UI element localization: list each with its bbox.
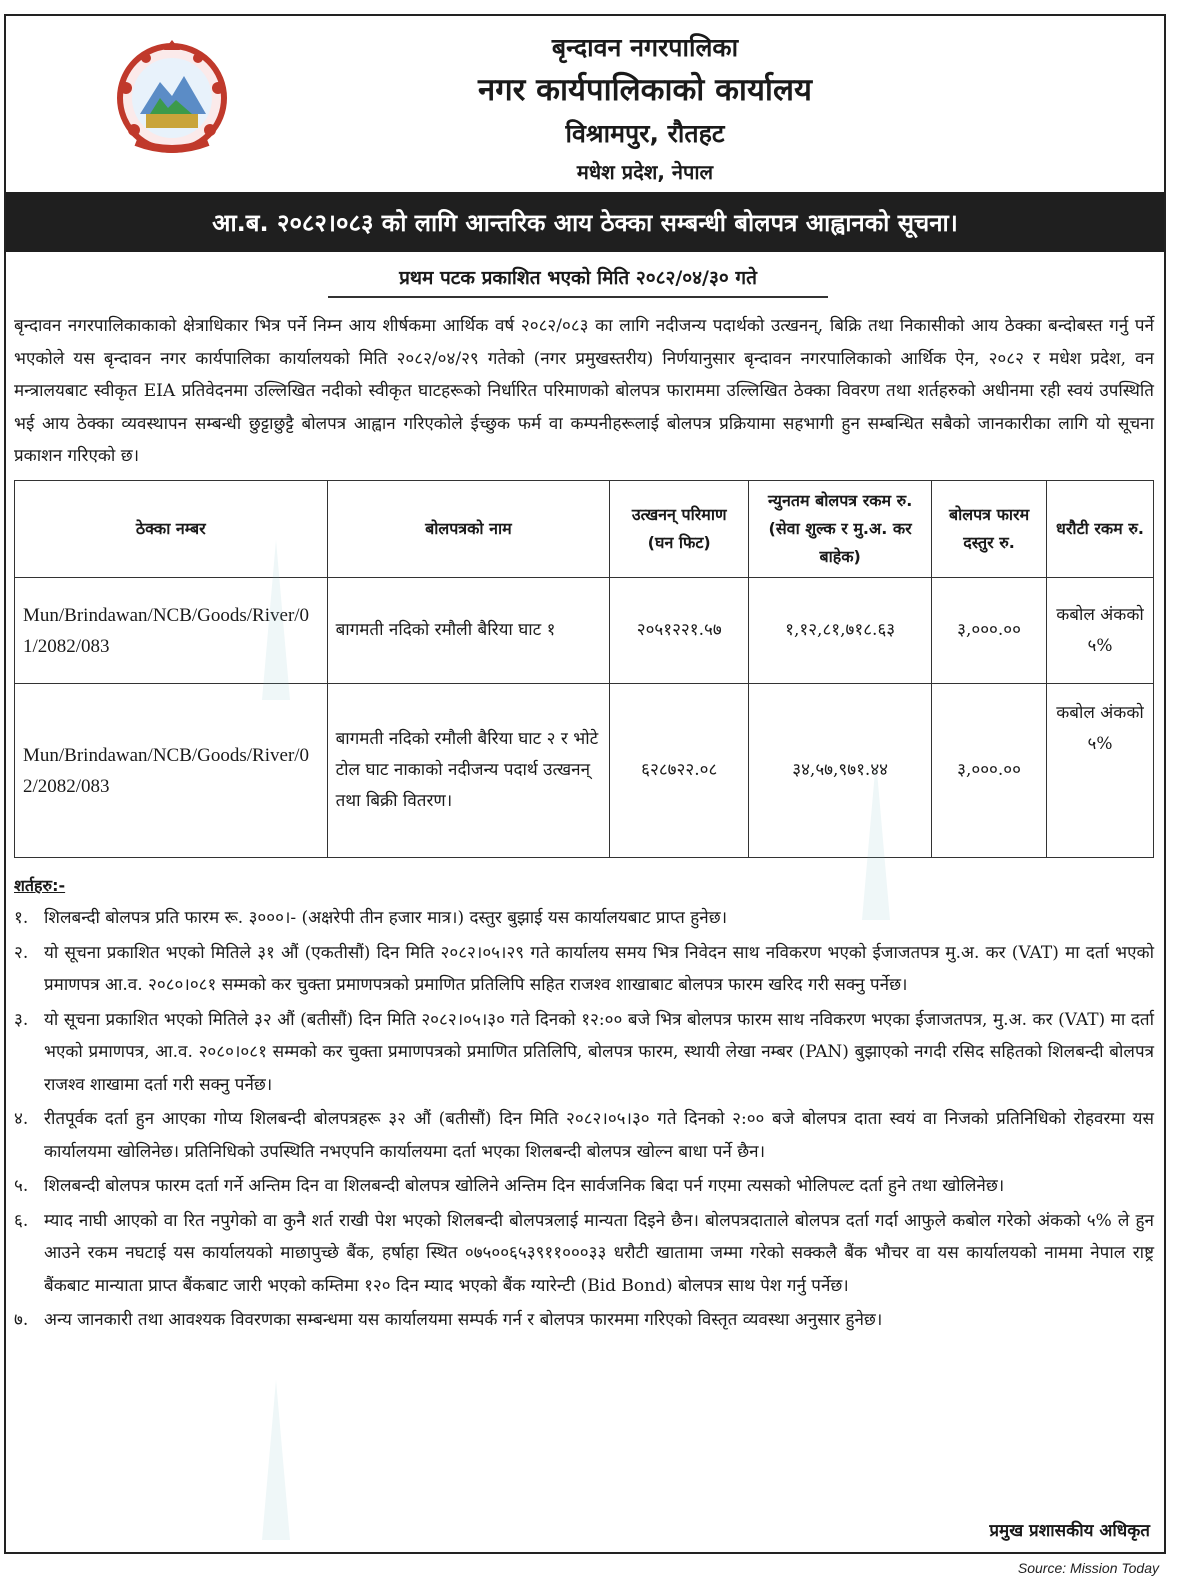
condition-text: रीतपूर्वक दर्ता हुन आएका गोप्य शिलबन्दी बोलपत्रहरू ३२ औं (बतीसौं) दिन मिति २०८२।०५।३० गते दिनको २:०० बजे बोलपत्र दाता स्वयं वा निजको प्रतिनिधिको रोहवरमा यस कार्यालयमा खोलिनेछ। प्रतिनिधिको उपस्थिति नभएपनि कार्यालयमा दर्ता भएका शिलबन्दी बोलपत्र खोल्न बाधा पर्ने छैन। [44,1109,1154,1162]
condition-item [14,1103,1154,1168]
condition-number: ५. [14,1176,29,1196]
table-row [15,578,1154,684]
tender-table [14,480,1154,858]
condition-item [14,1304,1154,1337]
contract-no: Mun/Brindawan/NCB/Goods/River/01/2082/083 [15,578,328,684]
header-tender-name: बोलपत्रको नाम [327,481,610,578]
office-name: नगर कार्यपालिकाको कार्यालय [478,72,812,108]
conditions-section [14,874,1154,1339]
condition-item [14,1004,1154,1102]
notice-title: आ.ब. २०८२।०८३ को लागि आन्तरिक आय ठेक्का सम्बन्धी बोलपत्र आह्वानको सूचना। [6,192,1164,252]
deposit: कबोल अंकको ५% [1047,578,1154,684]
source-credit: Source: Mission Today [1017,1560,1159,1576]
notice-header [6,16,1164,192]
office-address: विश्रामपुर, रौतहट [565,119,725,148]
condition-number: ७. [14,1310,29,1330]
table-header-row [15,481,1154,578]
condition-number: ४. [14,1109,29,1129]
table-row [15,684,1154,858]
condition-number: ३. [14,1009,29,1030]
header-min-amount: न्युनतम बोलपत्र रकम रु. (सेवा शुल्क र मु.अ. कर बाहेक) [749,481,932,578]
condition-text: म्याद नाघी आएको वा रित नपुगेको वा कुनै शर्त राखी पेश भएको शिलबन्दी बोलपत्रलाई मान्यता दिइने छैन। बोलपत्रदाताले बोलपत्र दर्ता गर्दा आफुले कबोल गरेको अंकको ५% ले हुन आउने रकम नघटाई यस कार्यालयको माछापुच्छे बैंक, हर्षाहा स्थित ०७५००६५३९११०००३३ धरौटी खातामा जम्मा गरेको सक्कलै बैंक भौचर वा यस कार्यालयको नाममा नेपाल राष्ट्र बैंकबाट मान्याता प्राप्त बैंकबाट जारी भएको कम्तिमा १२० दिन म्याद भएको बैंक ग्यारेन्टी (Bid Bond) बोलपत्र साथ पेश गर्नु पर्नेछ। [44,1210,1154,1296]
form-fee: ३,०००.०० [932,684,1047,858]
condition-item [14,1170,1154,1203]
quantity: २०५१२२१.५७ [610,578,749,684]
header-contract-no: ठेक्का नम्बर [15,481,328,578]
tender-name: बागमती नदिको रमौली बैरिया घाट १ [327,578,610,684]
condition-number: १. [14,908,29,928]
published-date: प्रथम पटक प्रकाशित भएको मिति २०८२/०४/३० गते [328,264,828,298]
condition-text: अन्य जानकारी तथा आवश्यक विवरणका सम्बन्धमा यस कार्यालयमा सम्पर्क गर्न र बोलपत्र फारममा गरिएको विस्तृत व्यवस्था अनुसार हुनेछ। [44,1310,883,1330]
condition-item [14,937,1154,1002]
condition-text: यो सूचना प्रकाशित भएको मितिले ३१ औं (एकतीसौं) दिन मिति २०८२।०५।२९ गते कार्यालय समय भित्र निवेदन साथ नविकरण भएको ईजाजतपत्र मु.अ. कर (VAT) मा दर्ता भएको प्रमाणपत्र आ.व. २०८०।०८१ सम्मको कर चुक्ता प्रमाणपत्रको प्रमाणित प्रतिलिपि सहित राजश्व शाखाबाट बोलपत्र फारम खरिद गरी सक्नु पर्नेछ। [44,942,1154,995]
contract-no: Mun/Brindawan/NCB/Goods/River/02/2082/083 [15,684,328,858]
condition-number: ६. [14,1210,29,1231]
quantity: ६२८७२२.०८ [610,684,749,858]
signature-title: प्रमुख प्रशासकीय अधिकृत [989,1521,1150,1541]
min-amount: १,१२,८१,७१८.६३ [749,578,932,684]
notice-frame [4,14,1166,1554]
tender-name: बागमती नदिको रमौली बैरिया घाट २ र भोटे टोल घाट नाकाको नदीजन्य पदार्थ उत्खनन् तथा बिक्री वितरण। [327,684,610,858]
header-deposit: धरौटी रकम रु. [1047,481,1154,578]
condition-text: शिलबन्दी बोलपत्र फारम दर्ता गर्ने अन्तिम दिन वा शिलबन्दी बोलपत्र खोलिने अन्तिम दिन सार्वजनिक बिदा पर्न गएमा त्यसको भोलिपल्ट दर्ता हुने तथा खोलिनेछ। [44,1176,1005,1196]
condition-number: २. [14,942,29,963]
condition-item [14,902,1154,935]
province-name: मधेश प्रदेश, नेपाल [576,160,714,184]
condition-item [14,1205,1154,1303]
condition-text: शिलबन्दी बोलपत्र प्रति फारम रू. ३०००।- (अक्षरेपी तीन हजार मात्र।) दस्तुर बुझाई यस कार्यालयबाट प्राप्त हुनेछ। [44,908,728,928]
conditions-heading: शर्तहरु:- [14,876,66,895]
deposit: कबोल अंकको ५% [1047,684,1154,858]
form-fee: ३,०००.०० [932,578,1047,684]
intro-paragraph: बृन्दावन नगरपालिकाकाको क्षेत्राधिकार भित्र पर्ने निम्न आय शीर्षकमा आर्थिक वर्ष २०८२/०८३ का लागि नदीजन्य पदार्थको उत्खनन्, बिक्रि तथा निकासीको आय ठेक्का बन्दोबस्त गर्नु पर्ने भएकोले यस बृन्दावन नगर कार्यपालिका कार्यालयको मिति २०८२/०४/२९ गतेको (नगर प्रमुखस्तरीय) निर्णयानुसार बृन्दावन नगरपालिकाको आर्थिक ऐन, २०८२ र मधेश प्रदेश, वन मन्त्रालयबाट स्वीकृत EIA प्रतिवेदनमा उल्लिखित नदीको स्वीकृत घाटहरूको निर्धारित परिमाणको बोलपत्र फाराममा उल्लिखित ठेक्का विवरण तथा शर्तहरुको अधीनमा रही स्वयं उपस्थिति भई आय ठेक्का व्यवस्थापन सम्बन्धी छुट्टाछुट्टै बोलपत्र आह्वान गरिएकोले ईच्छुक फर्म वा कम्पनीहरूलाई बोलपत्र प्रक्रियामा सहभागी हुन सम्बन्धित सबैको जानकारीका लागि यो सूचना प्रकाशन गरिएको छ। [14,316,1154,466]
min-amount: ३४,५७,९७१.४४ [749,684,932,858]
condition-text: यो सूचना प्रकाशित भएको मितिले ३२ औं (बतीसौं) दिन मिति २०८२।०५।३० गते दिनको १२:०० बजे भित्र बोलपत्र फारम साथ नविकरण भएका ईजाजतपत्र, मु.अ. कर (VAT) मा दर्ता भएको प्रमाणपत्र, आ.व. २०८०।०८१ सम्मको कर चुक्ता प्रमाणपत्रको प्रमाणित प्रतिलिपि, बोलपत्र फारम, स्थायी लेखा नम्बर (PAN) बुझाएको नगदी रसिद सहितको शिलबन्दी बोलपत्र राजश्व शाखामा दर्ता गरी सक्नु पर्नेछ। [44,1009,1154,1095]
municipality-name: बृन्दावन नगरपालिका [551,33,739,62]
header-quantity: उत्खनन् परिमाण (घन फिट) [610,481,749,578]
header-form-fee: बोलपत्र फारम दस्तुर रु. [932,481,1047,578]
